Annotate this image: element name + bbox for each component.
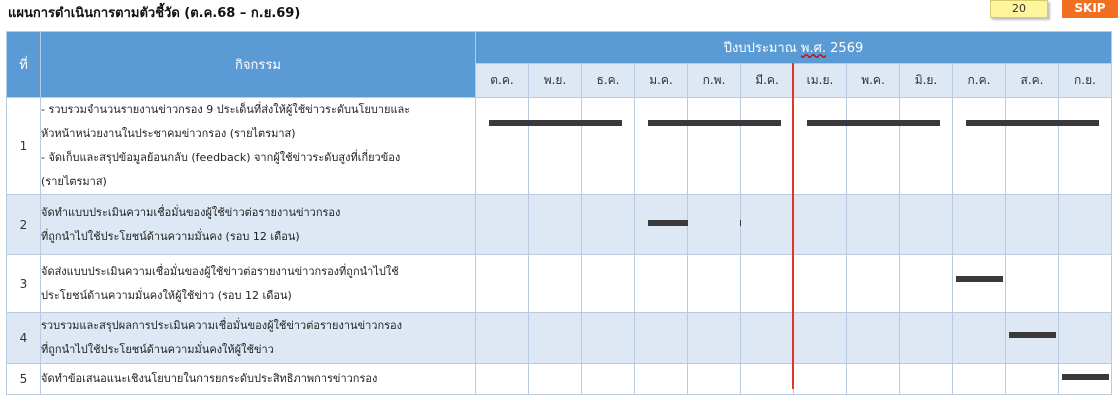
month-cell [635,313,688,364]
column-header-activity: กิจกรรม [41,32,476,98]
month-cell [953,313,1006,364]
month-cell [582,98,635,195]
month-cell [741,195,794,255]
page-title: แผนการดำเนินการตามตัวชี้วัด (ต.ค.68 – ก.ย.69) [8,6,301,21]
gantt-table [6,31,1112,395]
activity-cell [41,195,476,255]
month-header: ธ.ค. [582,64,635,98]
month-cell [847,98,900,195]
month-header: ก.ค. [953,64,1006,98]
month-cell [953,195,1006,255]
month-cell [741,255,794,313]
month-cell [900,313,953,364]
sticky-note[interactable]: 20 [990,0,1048,18]
month-cell [582,313,635,364]
month-cell [953,364,1006,395]
month-cell [794,313,847,364]
month-header: เม.ย. [794,64,847,98]
row-number: 5 [7,364,41,395]
month-cell [741,98,794,195]
month-cell [900,195,953,255]
month-cell [476,313,529,364]
month-cell [1006,98,1059,195]
month-cell [847,313,900,364]
month-cell [1059,364,1112,395]
activity-line: จัดทำข้อเสนอแนะเชิงนโยบายในการยกระดับประสิทธิภาพการข่าวกรอง [41,372,378,385]
activity-line: จัดทำแบบประเมินความเชื่อมั่นของผู้ใช้ข่าวต่อรายงานข่าวกรอง [41,205,341,219]
table-row [7,255,1112,313]
month-header: พ.ค. [847,64,900,98]
activity-line: จัดส่งแบบประเมินความเชื่อมั่นของผู้ใช้ข่าวต่อรายงานข่าวกรองที่ถูกนำไปใช้ [41,264,399,278]
month-cell [900,364,953,395]
month-cell [1059,98,1112,195]
activity-line: ที่ถูกนำไปใช้ประโยชน์ด้านความมั่นคงให้ผู้ใช้ข่าว [41,343,274,356]
month-cell [582,364,635,395]
table-row [7,313,1112,364]
month-header: พ.ย. [529,64,582,98]
row-number: 2 [7,195,41,255]
month-cell [529,195,582,255]
activity-cell [41,364,476,395]
month-cell [529,313,582,364]
month-cell [635,98,688,195]
month-cell [1006,255,1059,313]
month-cell [953,255,1006,313]
current-month-marker [792,63,794,389]
fiscal-prefix: ปีงบประมาณ [723,41,801,56]
month-cell [1059,195,1112,255]
month-cell [741,364,794,395]
table-row [7,98,1112,195]
month-cell [582,195,635,255]
table-row [7,364,1112,395]
month-cell [794,195,847,255]
activity-cell [41,98,476,195]
fiscal-year-header [476,32,1112,64]
month-cell [688,313,741,364]
month-cell [476,255,529,313]
month-cell [476,364,529,395]
column-header-no: ที่ [7,32,41,98]
row-number: 3 [7,255,41,313]
month-header: มี.ค. [741,64,794,98]
month-cell [794,98,847,195]
month-cell [476,98,529,195]
month-cell [635,364,688,395]
schedule-bar [1009,332,1056,338]
orange-button[interactable]: SKIP [1062,0,1118,18]
month-cell [529,255,582,313]
activity-line: หัวหน้าหน่วยงานในประชาคมข่าวกรอง (รายไตรมาส) [41,127,296,140]
month-cell [688,98,741,195]
month-cell [635,195,688,255]
row-number: 1 [7,98,41,195]
activity-cell [41,313,476,364]
month-cell [529,98,582,195]
activity-cell [41,255,476,313]
month-header: ก.ย. [1059,64,1112,98]
month-cell [635,255,688,313]
month-cell [847,364,900,395]
month-cell [900,255,953,313]
schedule-bar [1062,374,1109,380]
fiscal-year: 2569 [826,41,864,56]
activity-line: ประโยชน์ด้านความมั่นคงให้ผู้ใช้ข่าว (รอบ 12 เดือน) [41,288,292,302]
month-cell [688,195,741,255]
activity-line: รวบรวมและสรุปผลการประเมินความเชื่อมั่นของผู้ใช้ข่าวต่อรายงานข่าวกรอง [41,319,402,332]
month-cell [794,364,847,395]
month-header: ส.ค. [1006,64,1059,98]
month-cell [476,195,529,255]
activity-line: - รวบรวมจำนวนรายงานข่าวกรอง 9 ประเด็นที่ส่งให้ผู้ใช้ข่าวระดับนโยบายและ [41,103,411,116]
month-cell [1006,313,1059,364]
month-cell [953,98,1006,195]
activity-line: - จัดเก็บและสรุปข้อมูลย้อนกลับ (feedback) จากผู้ใช้ข่าวระดับสูงที่เกี่ยวข้อง [41,151,401,164]
month-header: ก.พ. [688,64,741,98]
activity-line: ที่ถูกนำไปใช้ประโยชน์ด้านความมั่นคง (รอบ 12 เดือน) [41,229,300,243]
month-cell [688,364,741,395]
month-cell [582,255,635,313]
month-cell [688,255,741,313]
month-cell [741,313,794,364]
month-cell [529,364,582,395]
month-cell [1059,255,1112,313]
fiscal-be: พ.ศ. [800,41,827,56]
month-cell [1006,195,1059,255]
month-header: มิ.ย. [900,64,953,98]
table-row [7,195,1112,255]
activity-line: (รายไตรมาส) [41,175,107,188]
row-number: 4 [7,313,41,364]
month-cell [847,255,900,313]
month-cell [1006,364,1059,395]
month-cell [900,98,953,195]
month-cell [794,255,847,313]
month-header: ต.ค. [476,64,529,98]
month-header: ม.ค. [635,64,688,98]
month-cell [847,195,900,255]
schedule-bar [956,276,1003,282]
month-cell [1059,313,1112,364]
